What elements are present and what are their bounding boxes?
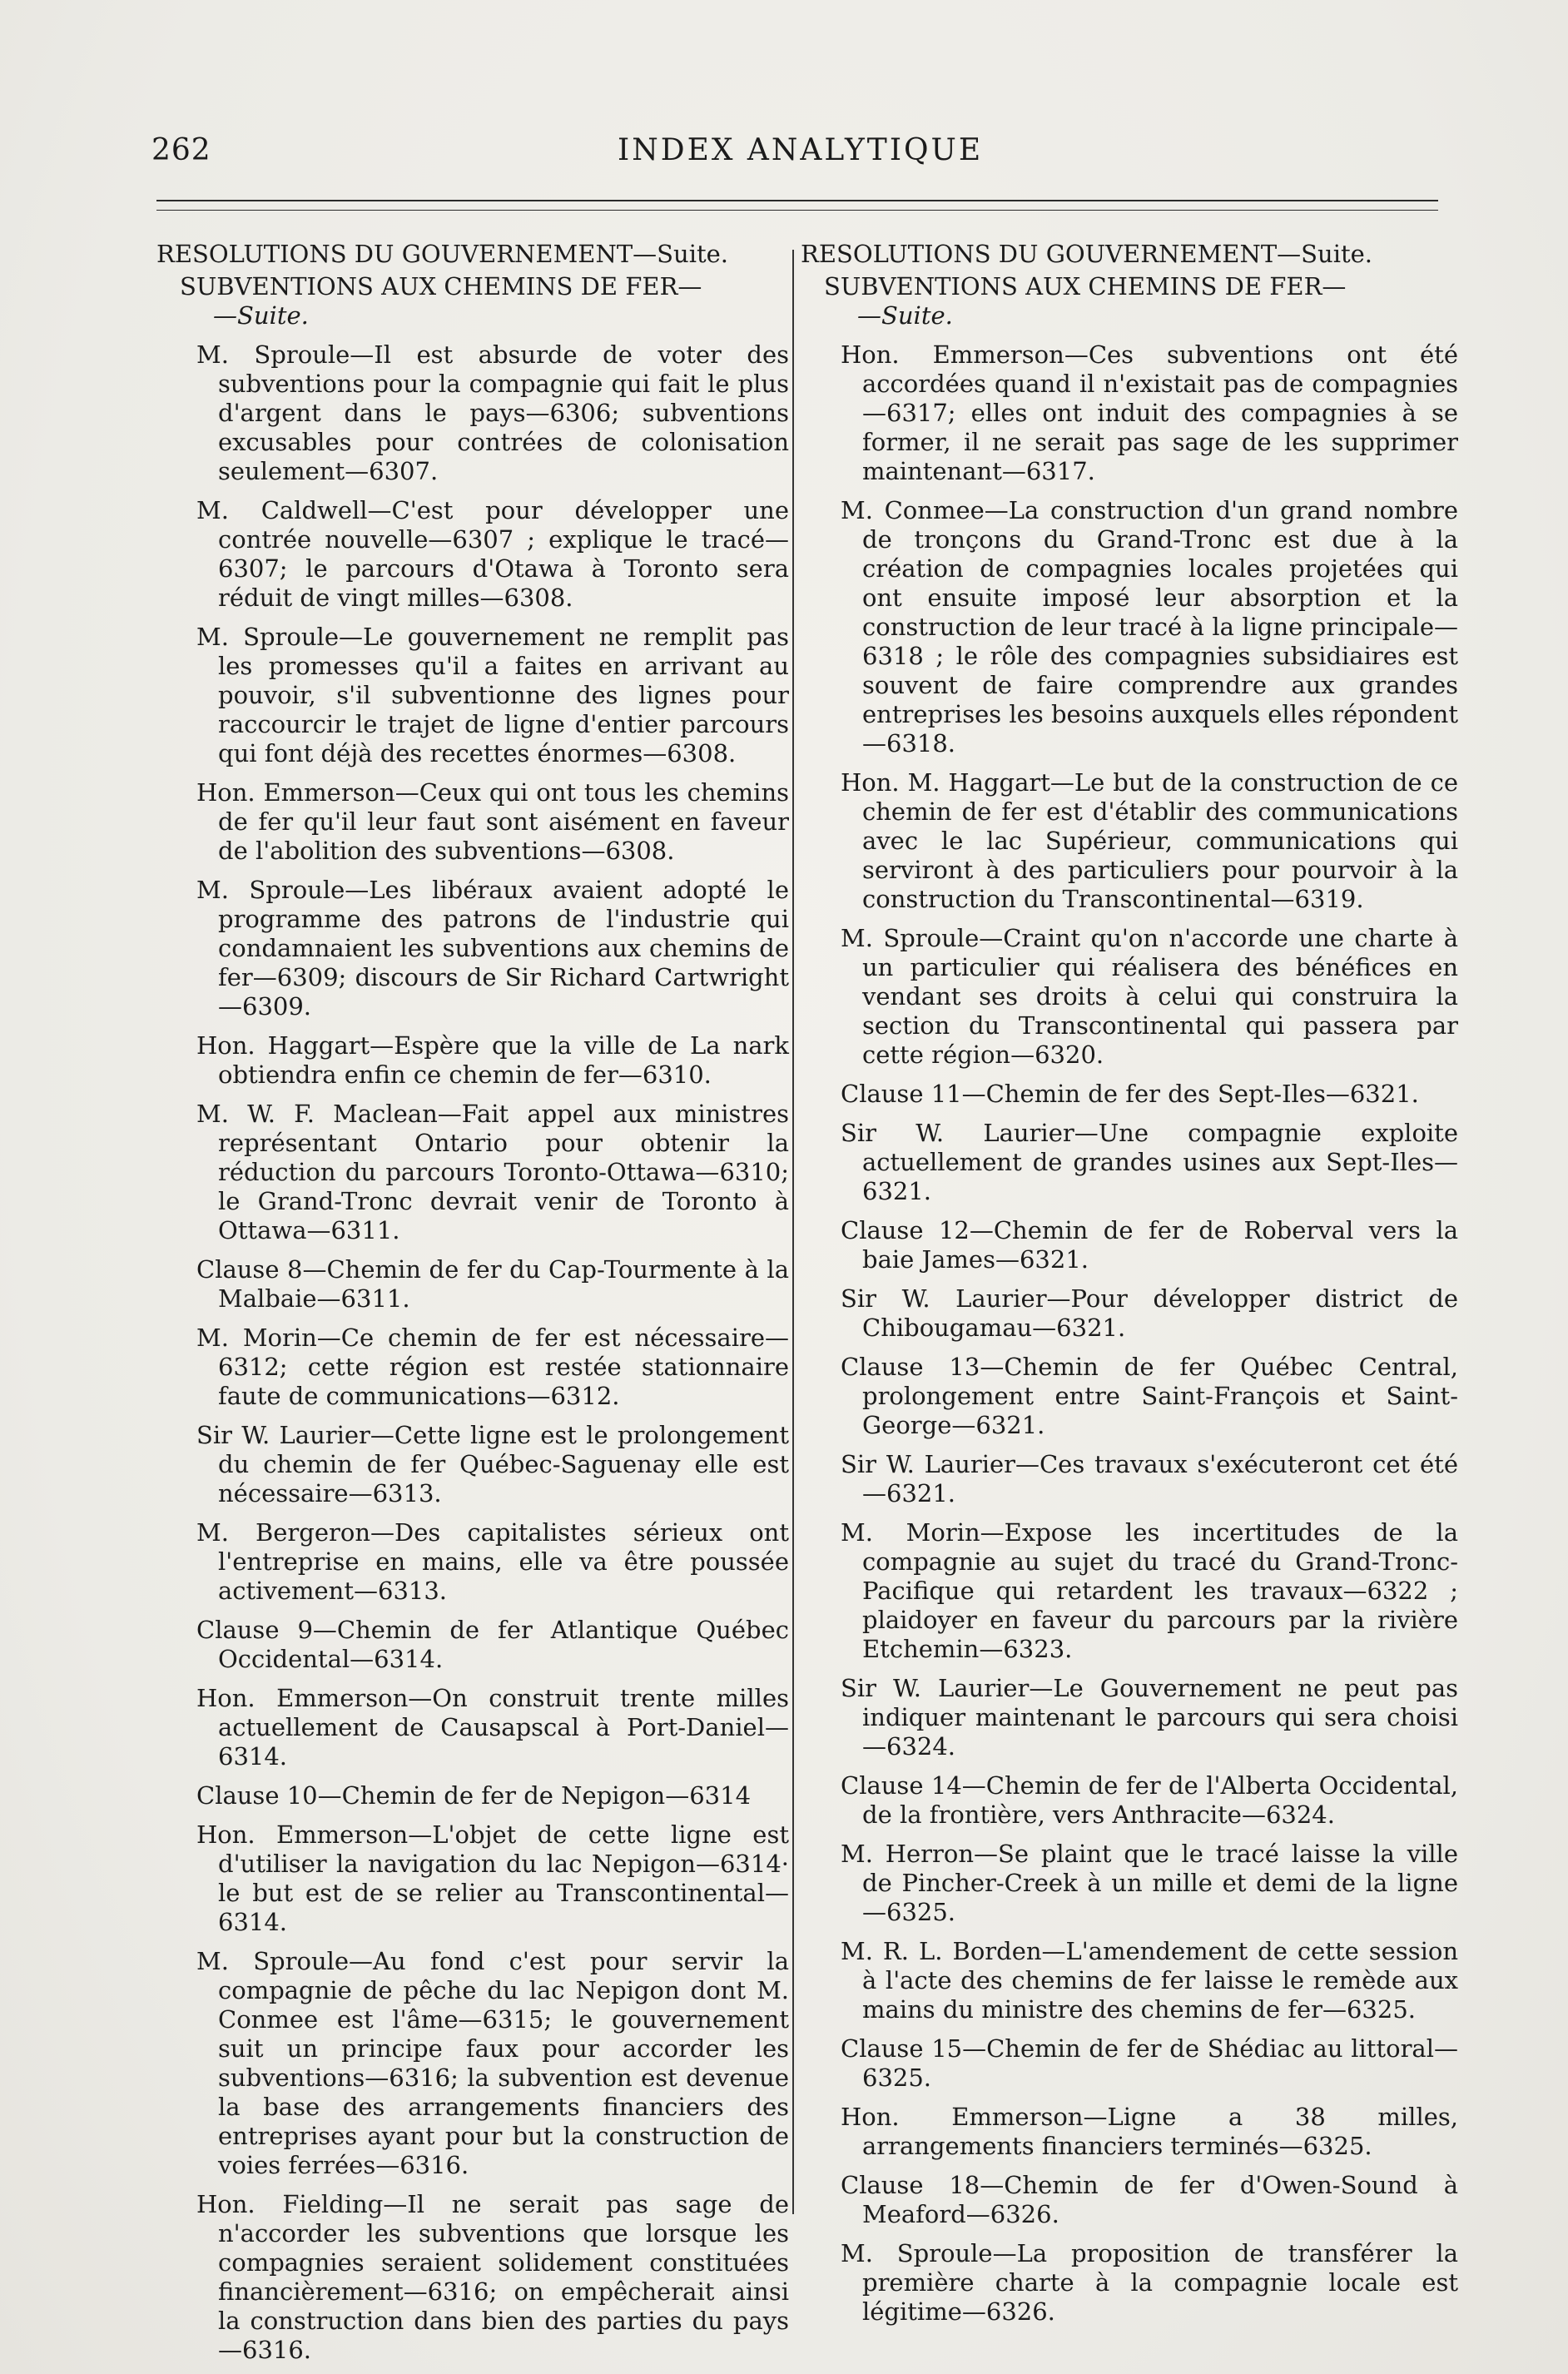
- header-rule: [156, 200, 1438, 201]
- index-entry: Sir W. Laurier—Pour développer district de Chibougamau—6321.: [841, 1284, 1458, 1342]
- index-entry: Hon. Emmerson—On construit trente milles actuellement de Causapscal à Port-Daniel—6314.: [196, 1684, 789, 1771]
- index-entry: M. Sproule—Craint qu'on n'accorde une charte à un particulier qui réalisera des bénéfices en vendant ses droits à celui qui construira la section du Transcontinental qui passera par cette région—6320.: [841, 924, 1458, 1069]
- right-column: [801, 240, 1458, 2327]
- section-heading: RESOLUTIONS DU GOUVERNEMENT—Suite.: [801, 240, 1373, 268]
- section-heading: RESOLUTIONS DU GOUVERNEMENT—Suite.: [156, 240, 729, 268]
- index-entry: Hon. Emmerson—Ceux qui ont tous les chemins de fer qu'il leur faut sont aisément en faveur de l'abolition des subventions—6308.: [196, 778, 789, 865]
- index-entry: M. Morin—Ce chemin de fer est nécessaire—6312; cette région est restée stationnaire faute de communications—6312.: [196, 1324, 789, 1410]
- index-entry: Sir W. Laurier—Cette ligne est le prolongement du chemin de fer Québec-Saguenay elle est nécessaire—6313.: [196, 1421, 789, 1507]
- subsection-heading: [824, 272, 1458, 330]
- index-entry: Hon. Emmerson—Ligne a 38 milles, arrangements financiers terminés—6325.: [841, 2103, 1458, 2160]
- index-entry: Hon. Haggart—Espère que la ville de La nark obtiendra enfin ce chemin de fer—6310.: [196, 1031, 789, 1089]
- index-entry: M. Caldwell—C'est pour développer une contrée nouvelle—6307 ; explique le tracé—6307; le parcours d'Otawa à Toronto sera réduit de vingt milles—6308.: [196, 496, 789, 612]
- index-entry: Clause 11—Chemin de fer des Sept-Iles—6321.: [841, 1080, 1419, 1108]
- index-entry: Clause 9—Chemin de fer Atlantique Québec Occidental—6314.: [196, 1616, 789, 1673]
- index-entry: Clause 13—Chemin de fer Québec Central, prolongement entre Saint-François et Saint-George—6321.: [841, 1353, 1458, 1439]
- index-entry: M. Herron—Se plaint que le tracé laisse la ville de Pincher-Creek à un mille et demi de la ligne—6325.: [841, 1840, 1458, 1926]
- index-entry: M. Sproule—Le gouvernement ne remplit pas les promesses qu'il a faites en arrivant au pouvoir, s'il subventionne des lignes pour raccourcir le trajet de ligne d'entier parcours qui font déjà des recettes énormes—6308.: [196, 623, 789, 767]
- index-entry: Clause 15—Chemin de fer de Shédiac au littoral—6325.: [841, 2034, 1458, 2092]
- index-entry: Clause 14—Chemin de fer de l'Alberta Occidental, de la frontière, vers Anthracite—6324.: [841, 1771, 1458, 1829]
- index-entry: M. Sproule—Il est absurde de voter des subventions pour la compagnie qui fait le plus d'argent dans le pays—6306; subventions excusables pour contrées de colonisation seulement—6307.: [196, 340, 789, 485]
- index-entry: M. Bergeron—Des capitalistes sérieux ont l'entreprise en mains, elle va être poussée activement—6313.: [196, 1518, 789, 1605]
- index-entry: M. Conmee—La construction d'un grand nombre de tronçons du Grand-Tronc est due à la création de compagnies locales projetées qui ont ensuite imposé leur absorption et la construction de leur tracé à la ligne principale—6318 ; le rôle des compagnies subsidiaires est souvent de faire comprendre aux grandes entreprises les besoins auxquels elles répondent—6318.: [841, 496, 1458, 757]
- index-entry: Hon. Emmerson—L'objet de cette ligne est d'utiliser la navigation du lac Nepigon—6314· le but est de se relier au Transcontinental—6314.: [196, 1820, 789, 1936]
- page-number: 262: [151, 133, 211, 167]
- left-column: [156, 240, 789, 2365]
- index-entry: M. R. L. Borden—L'amendement de cette session à l'acte des chemins de fer laisse le remède aux mains du ministre des chemins de fer—6325.: [841, 1937, 1458, 2024]
- column-divider: [792, 250, 794, 2214]
- index-entry: M. Sproule—Au fond c'est pour servir la compagnie de pêche du lac Nepigon dont M. Conmee est l'âme—6315; le gouvernement suit un principe faux pour accorder les subventions—6316; la subvention est devenue la base des arrangements financiers des entreprises ayant pour but la construction de voies ferrées—6316.: [196, 1947, 789, 2179]
- index-entry: Clause 18—Chemin de fer d'Owen-Sound à Meaford—6326.: [841, 2171, 1458, 2228]
- index-entry: Hon. M. Haggart—Le but de la construction de ce chemin de fer est d'établir des communications avec le lac Supérieur, communications qui serviront à des particuliers pour pourvoir à la construction du Transcontinental—6319.: [841, 768, 1458, 913]
- running-title: INDEX ANALYTIQUE: [618, 133, 984, 167]
- subsection-heading-line2: —Suite.: [857, 301, 953, 330]
- subsection-heading: [180, 272, 789, 330]
- index-entry: M. W. F. Maclean—Fait appel aux ministres représentant Ontario pour obtenir la réduction du parcours Toronto-Ottawa—6310; le Grand-Tronc devrait venir de Toronto à Ottawa—6311.: [196, 1100, 789, 1244]
- index-entry: Sir W. Laurier—Ces travaux s'exécuteront cet été—6321.: [841, 1450, 1458, 1507]
- index-entry: M. Morin—Expose les incertitudes de la compagnie au sujet du tracé du Grand-Tronc-Pacifique qui retardent les travaux—6322 ; plaidoyer en faveur du parcours par la rivière Etchemin—6323.: [841, 1518, 1458, 1663]
- index-entry: M. Sproule—Les libéraux avaient adopté le programme des patrons de l'industrie qui condamnaient les subventions aux chemins de fer—6309; discours de Sir Richard Cartwright—6309.: [196, 876, 789, 1021]
- index-entry: Clause 12—Chemin de fer de Roberval vers la baie James—6321.: [841, 1216, 1458, 1274]
- subsection-heading-line1: SUBVENTIONS AUX CHEMINS DE FER—: [824, 272, 1347, 300]
- index-entry: Hon. Fielding—Il ne serait pas sage de n'accorder les subventions que lorsque les compagnies seraient solidement constituées financièrement—6316; on empêcherait ainsi la construction dans bien des parties du pays—6316.: [196, 2190, 789, 2364]
- index-entry: Clause 10—Chemin de fer de Nepigon—6314: [196, 1781, 752, 1810]
- index-entry: Clause 8—Chemin de fer du Cap-Tourmente à la Malbaie—6311.: [196, 1255, 789, 1313]
- index-entry: M. Sproule—La proposition de transférer la première charte à la compagnie locale est légitime—6326.: [841, 2239, 1458, 2326]
- header-rule-thin: [156, 210, 1438, 211]
- index-entry: Sir W. Laurier—Une compagnie exploite actuellement de grandes usines aux Sept-Iles—6321.: [841, 1119, 1458, 1205]
- subsection-heading-line1: SUBVENTIONS AUX CHEMINS DE FER—: [180, 272, 702, 300]
- index-entry: Hon. Emmerson—Ces subventions ont été accordées quand il n'existait pas de compagnies—6317; elles ont induit des compagnies à se former, il ne serait pas sage de les supprimer maintenant—6317.: [841, 340, 1458, 485]
- index-entry: Sir W. Laurier—Le Gouvernement ne peut pas indiquer maintenant le parcours qui sera choisi—6324.: [841, 1674, 1458, 1761]
- subsection-heading-line2: —Suite.: [213, 301, 309, 330]
